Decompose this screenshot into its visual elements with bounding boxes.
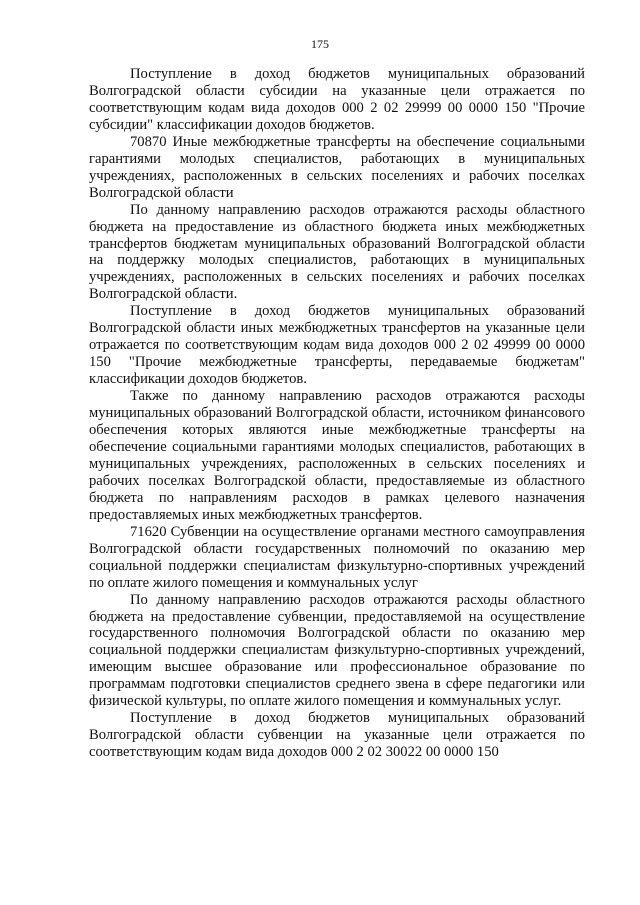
paragraph-71620-income: Поступление в доход бюджетов муниципальных образований Волгоградской области субвенции на указанные цели отражается по соответствующим кодам вида доходов 000 2 02 30022 00 0000 150 — [89, 710, 585, 761]
page-number: 175 — [311, 37, 329, 51]
section-heading-70870: 70870 Иные межбюджетные трансферты на обеспечение социальными гарантиями молодых специалистов, работающих в муниципальных учреждениях, расположенных в сельских поселениях и рабочих поселках Волгоградской области — [89, 133, 585, 201]
paragraph-subsidy-income: Поступление в доход бюджетов муниципальных образований Волгоградской области субсидии на указанные цели отражается по соответствующим кодам вида доходов 000 2 02 29999 00 0000 150 "Прочие субсидии" классификации доходов бюджетов. — [89, 66, 585, 133]
paragraph-70870-municipal-expenses: Также по данному направлению расходов отражаются расходы муниципальных образований Волгоградской области, источником финансового обеспечения которых являются иные межбюджетные трансферты на обеспечение социальными гарантиями молодых специалистов, работающих в муниципальных учреждениях, расположенных в сельских поселениях и рабочих поселках Волгоградской области, предоставляемые из областного бюджета по направлениям расходов в рамках целевого назначения предоставляемых иных межбюджетных трансфертов. — [89, 388, 585, 523]
document-body — [89, 66, 585, 761]
paragraph-70870-description: По данному направлению расходов отражаются расходы областного бюджета на предоставление из областного бюджета иных межбюджетных трансфертов бюджетам муниципальных образований Волгоградской области на поддержку молодых специалистов, работающих в муниципальных учреждениях, расположенных в сельских поселениях и рабочих поселках Волгоградской области. — [89, 201, 585, 303]
section-heading-71620: 71620 Субвенции на осуществление органами местного самоуправления Волгоградской области государственных полномочий по оказанию мер социальной поддержки специалистам физкультурно-спортивных учреждений по оплате жилого помещения и коммунальных услуг — [89, 523, 585, 591]
paragraph-71620-description: По данному направлению расходов отражаются расходы областного бюджета на предоставление субвенции, предоставляемой на осуществление государственного полномочия Волгоградской области по оказанию мер социальной поддержки специалистам физкультурно-спортивных учреждений, имеющим высшее образование или профессиональное образование по программам подготовки специалистов среднего звена в сфере педагогики или физической культуры, по оплате жилого помещения и коммунальных услуг. — [89, 591, 585, 710]
paragraph-70870-income: Поступление в доход бюджетов муниципальных образований Волгоградской области иных межбюджетных трансфертов на указанные цели отражается по соответствующим кодам вида доходов 000 2 02 49999 00 0000 150 "Прочие межбюджетные трансферты, передаваемые бюджетам" классификации доходов бюджетов. — [89, 303, 585, 388]
